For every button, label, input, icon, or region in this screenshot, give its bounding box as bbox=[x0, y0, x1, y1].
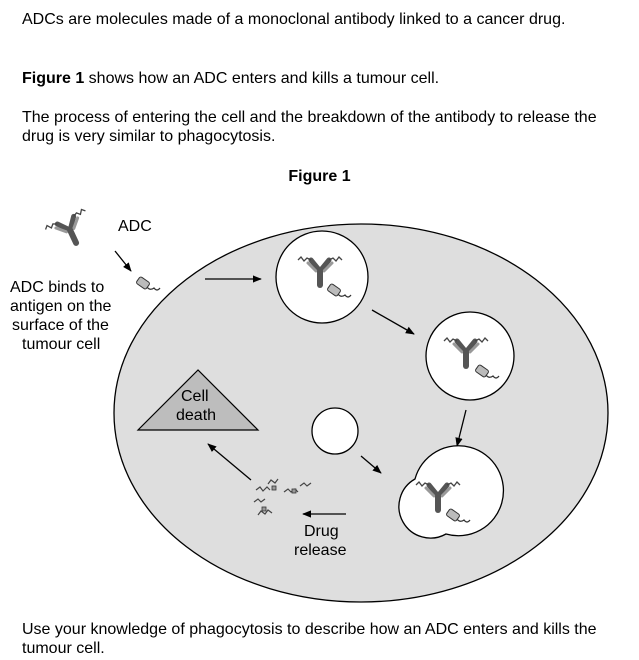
adc-icon bbox=[44, 208, 96, 252]
binds-label-line1: ADC binds to bbox=[10, 279, 105, 296]
cell-death-label-line1: Cell bbox=[181, 388, 209, 405]
intro-paragraph-1: ADCs are molecules made of a monoclonal antibody linked to a cancer drug. bbox=[22, 11, 566, 28]
intro-paragraph-2-text: shows how an ADC enters and kills a tumour cell. bbox=[84, 70, 440, 87]
lysosome bbox=[312, 408, 358, 454]
arrow-adc-to-antigen bbox=[115, 251, 131, 271]
figure-reference: Figure 1 bbox=[22, 70, 85, 87]
binds-label-line3: surface of the bbox=[12, 317, 109, 334]
cell-death-label-line2: death bbox=[176, 407, 217, 424]
adc-label: ADC bbox=[118, 218, 152, 235]
question-text: Use your knowledge of phagocytosis to describe how an ADC enters and kills the tumour cell. bbox=[22, 621, 597, 657]
binds-label-line2: antigen on the bbox=[10, 298, 112, 315]
drug-release-label-line2: release bbox=[294, 542, 347, 559]
antigen-icon bbox=[136, 276, 160, 290]
intro-paragraph-3: The process of entering the cell and the breakdown of the antibody to release the drug is very similar to phagocytosis. bbox=[22, 109, 597, 145]
binds-label-line4: tumour cell bbox=[22, 336, 101, 353]
drug-release-label-line1: Drug bbox=[304, 523, 339, 540]
vesicle-2 bbox=[426, 312, 514, 400]
figure-title: Figure 1 bbox=[288, 168, 351, 185]
